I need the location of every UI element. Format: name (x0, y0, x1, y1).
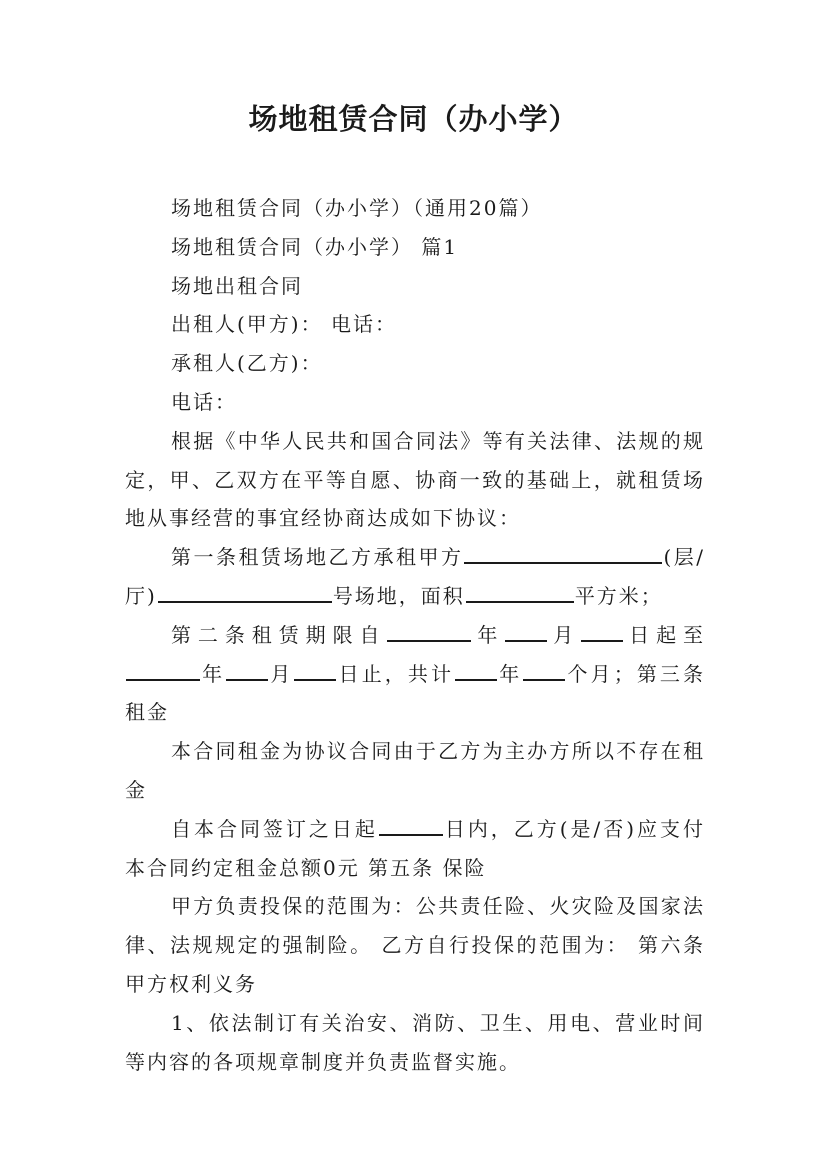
paragraph-preamble: 根据《中华人民共和国合同法》等有关法律、法规的规定，甲、乙双方在平等自愿、协商一致的基础上，就租赁场地从事经营的事宜经协商达成如下协议： (125, 428, 705, 531)
blank-total-months (523, 665, 565, 681)
article-2-text-a: 第二条租赁期限自 (171, 622, 387, 647)
blank-start-month (505, 626, 547, 642)
article-2-text-c: 月 (548, 622, 581, 647)
blank-area (466, 587, 574, 603)
paragraph-insurance: 甲方负责投保的范围为：公共责任险、火灾险及国家法律、法规规定的强制险。 乙方自行投保的范围为： 第六条 甲方权利义务 (125, 894, 705, 996)
blank-end-day (294, 665, 336, 681)
article-2-text-i: 个月；第三条租金 (125, 661, 706, 725)
document-title: 场地租赁合同（办小学） (248, 102, 579, 136)
paragraph-payment (125, 810, 705, 888)
article-2-text-b: 年 (472, 622, 505, 647)
article-2-text-g: 日止，共计 (337, 661, 455, 686)
payment-text-a: 自本合同签订之日起 (171, 816, 378, 841)
document-body (125, 189, 705, 1081)
paragraph-obligation-1: 1、依法制订有关治安、消防、卫生、用电、营业时间等内容的各项规章制度并负责监督实施。 (125, 1010, 705, 1074)
article-2-text-d: 日起至 (624, 622, 706, 647)
article-1-text-d: 平方米； (574, 583, 663, 608)
article-2-text-f: 月 (269, 661, 294, 686)
paragraph-rent: 本合同租金为协议合同由于乙方为主办方所以不存在租金 (125, 739, 705, 802)
paragraph-contract-name: 场地出租合同 (171, 273, 303, 298)
blank-start-year (387, 626, 471, 642)
blank-end-year (126, 665, 200, 681)
article-1-text-b: (层/厅) (125, 545, 706, 608)
paragraph-article-1 (125, 538, 705, 616)
blank-site-number (158, 587, 332, 603)
paragraph-phone: 电话： (171, 389, 237, 414)
paragraph-article-2 (125, 616, 705, 732)
article-2-text-e: 年 (201, 661, 226, 686)
blank-end-month (226, 665, 268, 681)
payment-text-b: 日内，乙方(是/否)应支付本合同约定租金总额0元 第五条 保险 (125, 816, 705, 880)
blank-start-day (581, 626, 623, 642)
article-2-text-h: 年 (498, 661, 523, 686)
paragraph-chapter-heading: 场地租赁合同（办小学） 篇1 (171, 234, 459, 259)
blank-total-years (455, 665, 497, 681)
article-1-text-a: 第一条租赁场地乙方承租甲方 (171, 545, 464, 570)
blank-floor (464, 548, 662, 564)
paragraph-collection-title: 场地租赁合同（办小学）（通用20篇） (171, 196, 543, 220)
paragraph-lessee: 承租人(乙方)： (171, 351, 323, 376)
blank-payment-days (379, 820, 443, 836)
paragraph-lessor: 出租人(甲方)： 电话： (171, 312, 397, 337)
article-1-text-c: 号场地，面积 (332, 583, 465, 608)
